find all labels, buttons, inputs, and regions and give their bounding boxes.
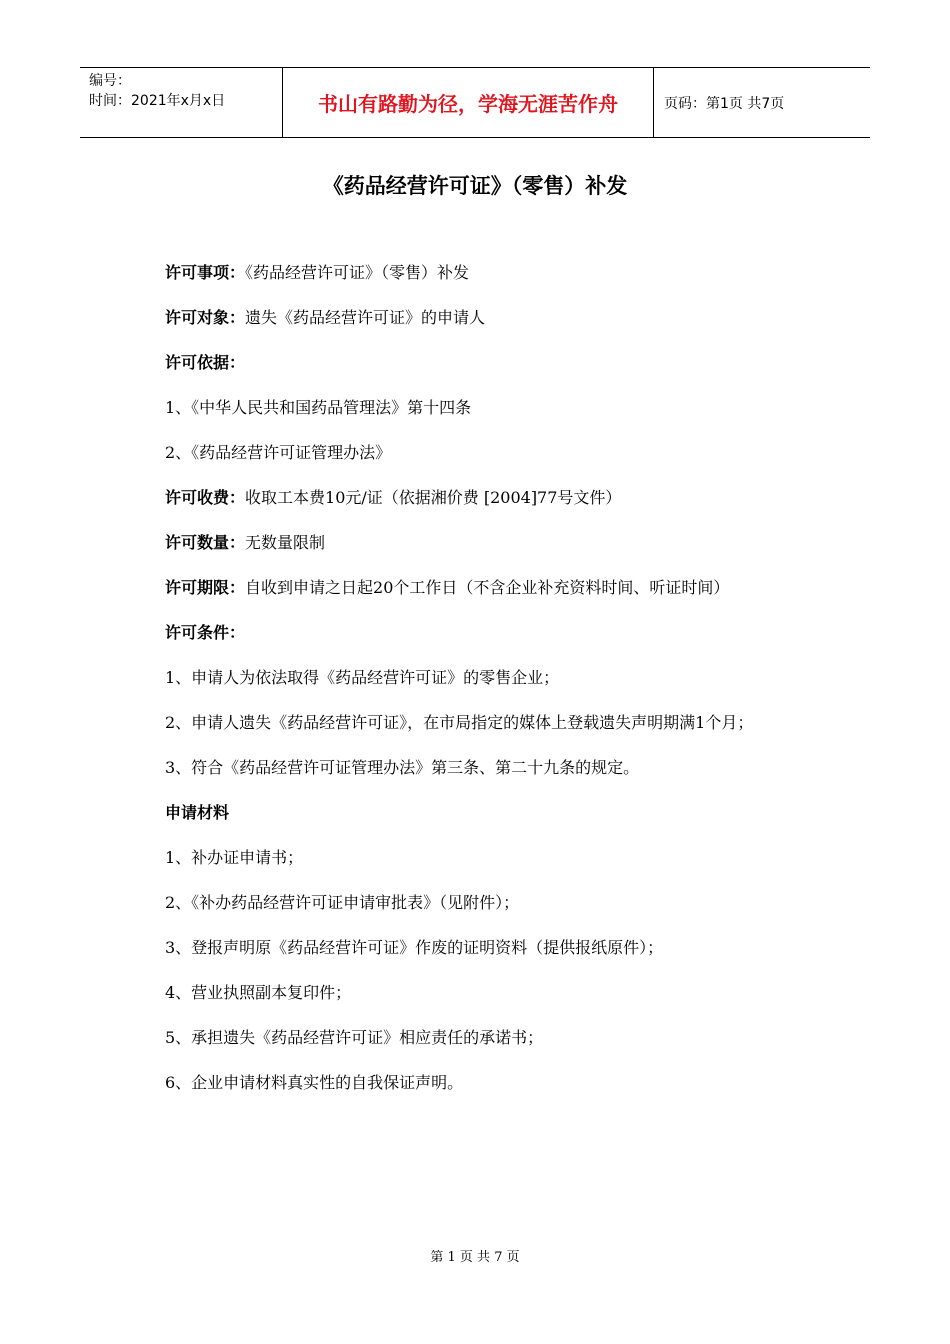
quantity-line	[128, 532, 828, 555]
condition-item-1: 1、申请人为依法取得《药品经营许可证》的零售企业；	[165, 668, 560, 687]
material-item-2: 2、《补办药品经营许可证申请审批表》（见附件）；	[165, 893, 520, 912]
condition-item-2: 2、申请人遗失《药品经营许可证》，在市局指定的媒体上登载遗失声明期满1个月；	[165, 713, 754, 732]
document-date: 时间：2021年x月x日	[89, 93, 226, 109]
document-body	[128, 262, 828, 1095]
fee-label: 许可收费：	[165, 488, 246, 507]
header-meta	[80, 68, 282, 137]
page-footer: 第 1 页 共 7 页	[430, 1250, 520, 1265]
materials-label: 申请材料	[165, 803, 230, 822]
quantity-value: 无数量限制	[245, 533, 326, 552]
material-item-1: 1、补办证申请书；	[165, 848, 304, 867]
matter-label: 许可事项：	[165, 263, 246, 282]
header-motto: 书山有路勤为径，学海无涯苦作舟	[282, 68, 654, 137]
fee-value: 收取工本费10元/证（依据湘价费 [2004]77号文件）	[245, 488, 622, 507]
basis-label: 许可依据：	[165, 353, 246, 372]
basis-item-1: 1、《中华人民共和国药品管理法》第十四条	[165, 398, 472, 417]
matter-line	[128, 262, 828, 285]
period-value: 自收到申请之日起20个工作日（不含企业补充资料时间、听证时间）	[245, 578, 730, 597]
period-line	[128, 577, 828, 600]
object-value: 遗失《药品经营许可证》的申请人	[245, 308, 486, 327]
material-item-3: 3、登报声明原《药品经营许可证》作废的证明资料（提供报纸原件）；	[165, 938, 664, 957]
header-page-info: 页码：第1页 共7页	[664, 95, 785, 112]
header-table	[80, 67, 870, 138]
condition-item-3: 3、符合《药品经营许可证管理办法》第三条、第二十九条的规定。	[165, 758, 640, 777]
period-label: 许可期限：	[165, 578, 246, 597]
document-number: 编号：	[89, 73, 131, 89]
conditions-label: 许可条件：	[165, 623, 246, 642]
material-item-4: 4、营业执照副本复印件；	[165, 983, 352, 1002]
matter-value: 《药品经营许可证》（零售）补发	[245, 263, 470, 282]
quantity-label: 许可数量：	[165, 533, 246, 552]
object-line	[128, 307, 828, 330]
object-label: 许可对象：	[165, 308, 246, 327]
material-item-5: 5、承担遗失《药品经营许可证》相应责任的承诺书；	[165, 1028, 544, 1047]
basis-item-2: 2、《药品经营许可证管理办法》	[165, 443, 392, 462]
fee-line	[128, 487, 828, 510]
document-title: 《药品经营许可证》（零售）补发	[322, 174, 628, 198]
material-item-6: 6、企业申请材料真实性的自我保证声明。	[165, 1073, 464, 1092]
